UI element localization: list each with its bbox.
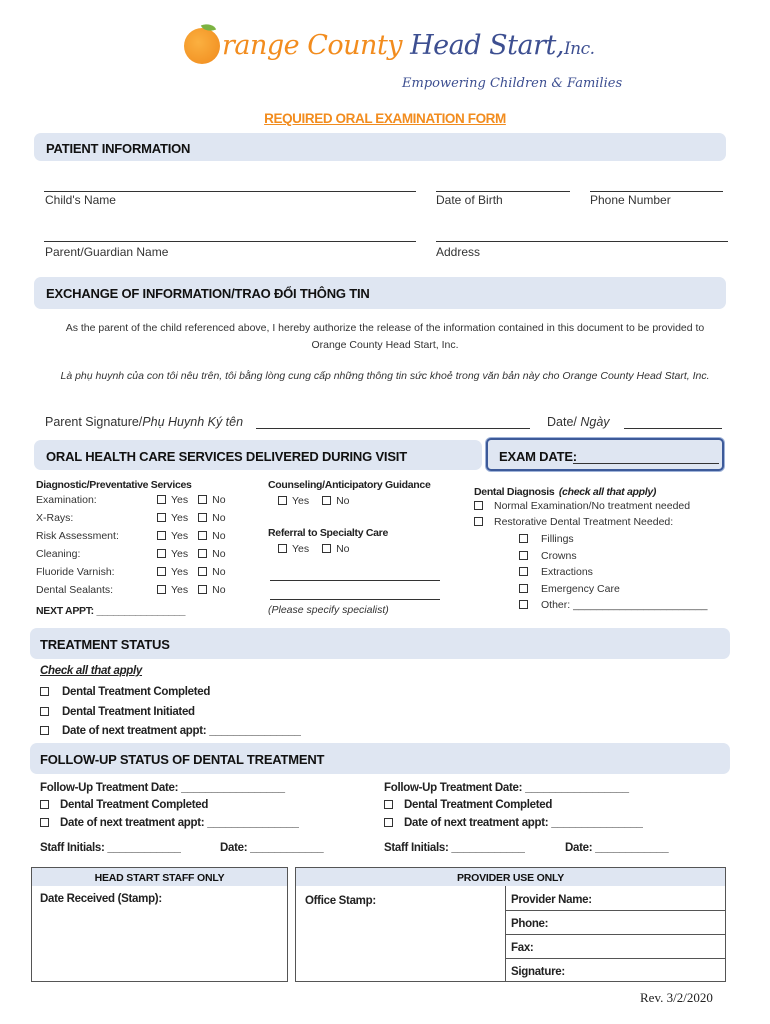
followup-completed-checkbox-right[interactable] xyxy=(384,800,393,809)
child-name-line[interactable] xyxy=(44,191,416,192)
exchange-title: EXCHANGE OF INFORMATION/TRAO ĐỔI THÔNG TIN xyxy=(46,286,370,301)
no-checkbox[interactable] xyxy=(198,585,207,594)
orange-icon xyxy=(184,28,220,64)
restorative-checkbox[interactable] xyxy=(474,517,483,526)
no-checkbox[interactable] xyxy=(198,495,207,504)
diagnosis-item-label: Crowns xyxy=(541,549,577,562)
no-label: No xyxy=(212,584,226,596)
diagnostic-row-options xyxy=(157,512,226,524)
form-title: REQUIRED ORAL EXAMINATION FORM xyxy=(264,111,506,126)
followup-next-right: Date of next treatment appt: _______________ xyxy=(404,817,643,829)
phone-line[interactable] xyxy=(590,191,723,192)
no-label: No xyxy=(212,494,226,506)
phone-label: Phone Number xyxy=(590,193,671,207)
logo-text-head: Head xyxy=(410,30,482,61)
address-line[interactable] xyxy=(436,241,728,242)
treatment-title: TREATMENT STATUS xyxy=(40,637,170,652)
normal-exam-checkbox[interactable] xyxy=(474,501,483,510)
provider-name-label[interactable]: Provider Name: xyxy=(511,894,592,906)
followup-title: FOLLOW-UP STATUS OF DENTAL TREATMENT xyxy=(40,752,325,767)
diagnosis-item xyxy=(519,583,620,595)
treatment-item xyxy=(40,686,210,698)
diagnostic-row-options xyxy=(157,494,226,506)
yes-checkbox[interactable] xyxy=(157,513,166,522)
diagnostic-row-label: Cleaning: xyxy=(36,548,81,560)
diagnosis-item xyxy=(519,599,707,611)
followup-completed-left: Dental Treatment Completed xyxy=(60,799,209,811)
diagnostic-title: Diagnostic/Preventative Services xyxy=(36,479,192,491)
referral-yes-checkbox[interactable] xyxy=(278,544,287,553)
diagnostic-row-options xyxy=(157,584,226,596)
yes-checkbox[interactable] xyxy=(157,549,166,558)
diagnosis-item-checkbox[interactable] xyxy=(519,567,528,576)
logo-text-start: Start, xyxy=(489,30,564,61)
specify-specialist-note: (Please specify specialist) xyxy=(268,604,389,616)
staff-initials-left[interactable]: Staff Initials: ____________ xyxy=(40,842,181,854)
counseling-title: Counseling/Anticipatory Guidance xyxy=(268,479,431,491)
diagnosis-item xyxy=(519,533,574,545)
yes-checkbox[interactable] xyxy=(157,531,166,540)
logo xyxy=(180,18,623,98)
diagnosis-item-label: Other: _______________________ xyxy=(541,599,708,611)
yes-label: Yes xyxy=(171,566,189,578)
yes-checkbox[interactable] xyxy=(157,495,166,504)
yes-label: Yes xyxy=(171,494,189,506)
counseling-no-checkbox[interactable] xyxy=(322,496,331,505)
provider-fax-label[interactable]: Fax: xyxy=(511,942,534,954)
check-all-note: Check all that apply xyxy=(40,665,143,677)
date-label-vi: Ngày xyxy=(580,415,610,429)
yes-label: Yes xyxy=(171,548,189,560)
followup-next-checkbox-left[interactable] xyxy=(40,818,49,827)
yes-label: Yes xyxy=(171,584,189,596)
address-label: Address xyxy=(436,245,481,259)
counseling-yes-label: Yes xyxy=(292,495,310,507)
diagnostic-row-label: Fluoride Varnish: xyxy=(36,566,115,578)
patient-info-title: PATIENT INFORMATION xyxy=(46,141,191,156)
followup-completed-right: Dental Treatment Completed xyxy=(404,799,553,811)
dental-diagnosis-title: Dental Diagnosis xyxy=(474,486,555,498)
date-label: Date/ xyxy=(547,415,581,429)
diagnosis-item-checkbox[interactable] xyxy=(519,584,528,593)
counseling-no-label: No xyxy=(336,495,350,507)
no-label: No xyxy=(212,566,226,578)
services-title: ORAL HEALTH CARE SERVICES DELIVERED DURING VISIT xyxy=(46,449,407,464)
dental-diagnosis-note: (check all that apply) xyxy=(558,486,657,498)
diagnosis-item xyxy=(519,550,577,562)
signature-label: Parent Signature/ xyxy=(45,415,143,429)
diagnostic-row-label: Dental Sealants: xyxy=(36,584,114,596)
treatment-item-label: Dental Treatment Initiated xyxy=(62,705,195,718)
guardian-line[interactable] xyxy=(44,241,416,242)
staff-date-left[interactable]: Date: ____________ xyxy=(220,842,324,854)
specialist-line-1[interactable] xyxy=(270,580,440,581)
referral-no-label: No xyxy=(336,543,350,555)
no-checkbox[interactable] xyxy=(198,567,207,576)
diagnosis-item-checkbox[interactable] xyxy=(519,600,528,609)
diagnosis-item-label: Extractions xyxy=(541,566,593,578)
treatment-item-checkbox[interactable] xyxy=(40,687,49,696)
guardian-label: Parent/Guardian Name xyxy=(45,245,169,259)
referral-title: Referral to Specialty Care xyxy=(268,527,389,539)
diagnostic-row-label: X-Rays: xyxy=(36,512,74,524)
headstart-staff-title: HEAD START STAFF ONLY xyxy=(32,868,287,886)
followup-date-left[interactable]: Follow-Up Treatment Date: _________________ xyxy=(40,782,285,794)
dob-label: Date of Birth xyxy=(436,193,503,207)
staff-initials-right[interactable]: Staff Initials: ____________ xyxy=(384,842,525,854)
diagnostic-row-options xyxy=(157,530,226,542)
dob-line[interactable] xyxy=(436,191,570,192)
treatment-item xyxy=(40,725,301,737)
provider-title: PROVIDER USE ONLY xyxy=(296,868,725,886)
treatment-item-label: Dental Treatment Completed xyxy=(62,686,211,698)
followup-date-right[interactable]: Follow-Up Treatment Date: _________________ xyxy=(384,782,629,794)
tagline: Empowering Children & Families xyxy=(402,76,623,91)
yes-label: Yes xyxy=(171,512,189,524)
diagnosis-item-checkbox[interactable] xyxy=(519,551,528,560)
diagnosis-item-label: Emergency Care xyxy=(541,582,620,595)
logo-text-range: range xyxy=(222,30,300,61)
followup-completed-checkbox-left[interactable] xyxy=(40,800,49,809)
signature-label-vi: Phụ Huynh Ký tên xyxy=(142,415,244,429)
consent-text-vi: Là phụ huynh của con tôi nêu trên, tôi bằng lòng cung cấp những thông tin sức khoẻ trong văn bản này cho Orange County Head Start, Inc. xyxy=(60,370,710,382)
next-appt[interactable]: NEXT APPT: ________________ xyxy=(36,605,186,617)
diagnostic-row-label: Risk Assessment: xyxy=(36,530,119,542)
treatment-item-label: Date of next treatment appt: _______________ xyxy=(62,725,301,737)
restorative-label: Restorative Dental Treatment Needed: xyxy=(494,516,674,528)
no-label: No xyxy=(212,530,226,542)
no-label: No xyxy=(212,548,226,560)
specialist-line-2[interactable] xyxy=(270,599,440,600)
consent-text-en: As the parent of the child referenced above, I hereby authorize the release of the information contained in this document to be provided to Orange County Head Start, Inc. xyxy=(65,322,705,351)
diagnosis-item-checkbox[interactable] xyxy=(519,534,528,543)
treatment-item-checkbox[interactable] xyxy=(40,707,49,716)
logo-text-inc: Inc. xyxy=(563,39,595,59)
no-checkbox[interactable] xyxy=(198,549,207,558)
followup-next-left: Date of next treatment appt: _______________ xyxy=(60,817,299,829)
yes-checkbox[interactable] xyxy=(157,567,166,576)
provider-signature-label[interactable]: Signature: xyxy=(511,966,565,978)
diagnostic-row-label: Examination: xyxy=(36,494,97,506)
provider-phone-label[interactable]: Phone: xyxy=(511,918,549,930)
referral-no-checkbox[interactable] xyxy=(322,544,331,553)
normal-exam-label: Normal Examination/No treatment needed xyxy=(494,500,691,512)
referral-yes-label: Yes xyxy=(292,543,310,555)
child-name-label: Child's Name xyxy=(45,193,116,207)
date-received-label[interactable]: Date Received (Stamp): xyxy=(40,893,162,905)
exam-date-line[interactable] xyxy=(573,463,719,464)
diagnosis-item-label: Fillings xyxy=(541,533,574,545)
treatment-item xyxy=(40,706,195,718)
office-stamp-label[interactable]: Office Stamp: xyxy=(305,895,376,907)
staff-date-right[interactable]: Date: ____________ xyxy=(565,842,669,854)
no-label: No xyxy=(212,512,226,524)
treatment-item-checkbox[interactable] xyxy=(40,726,49,735)
no-checkbox[interactable] xyxy=(198,513,207,522)
followup-next-checkbox-right[interactable] xyxy=(384,818,393,827)
revision-date: Rev. 3/2/2020 xyxy=(640,990,713,1005)
exam-date-label: EXAM DATE: xyxy=(499,449,577,464)
logo-text-county: County xyxy=(307,30,403,61)
yes-checkbox[interactable] xyxy=(157,585,166,594)
yes-label: Yes xyxy=(171,530,189,542)
no-checkbox[interactable] xyxy=(198,531,207,540)
date-line[interactable] xyxy=(624,428,722,429)
diagnostic-row-options xyxy=(157,566,226,578)
counseling-yes-checkbox[interactable] xyxy=(278,496,287,505)
diagnostic-row-options xyxy=(157,548,226,560)
signature-line[interactable] xyxy=(256,428,530,429)
diagnosis-item xyxy=(519,566,593,578)
